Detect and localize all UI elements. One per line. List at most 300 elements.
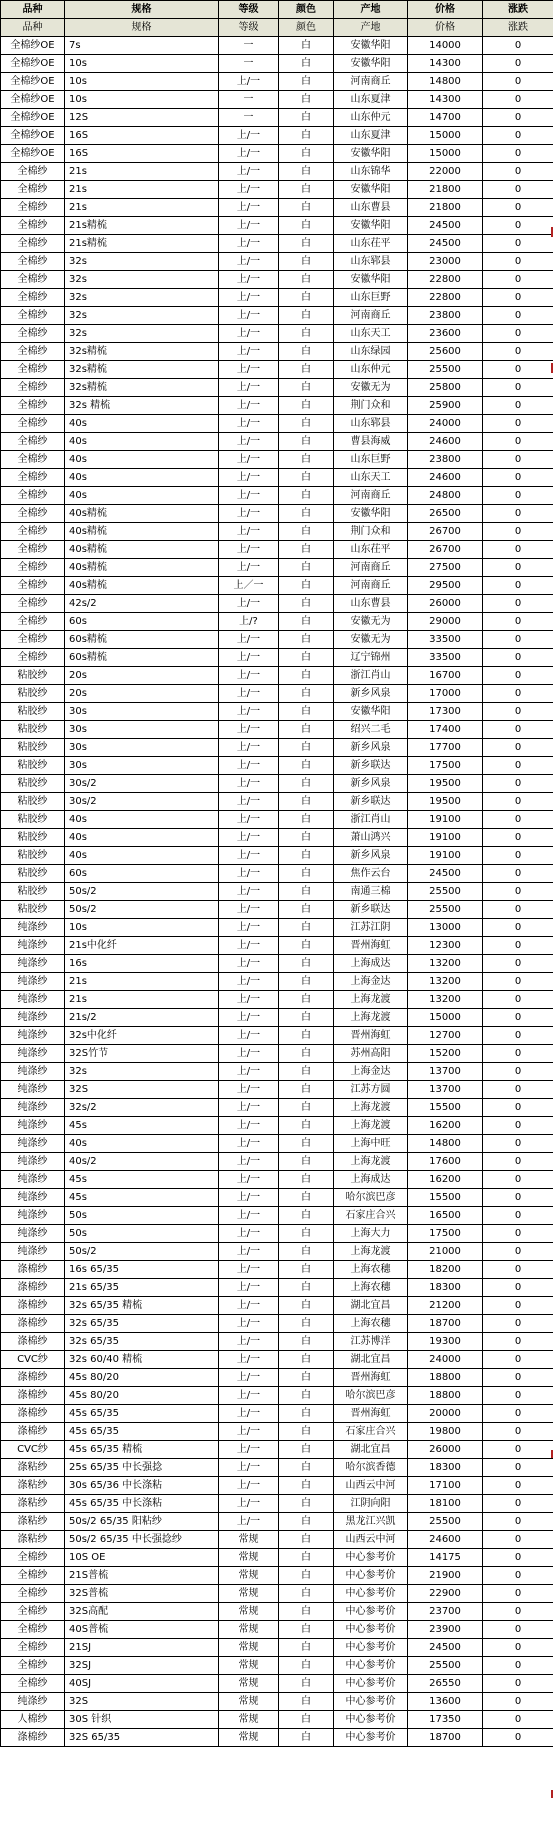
cell-change: 0 — [483, 1027, 553, 1045]
table-row — [1, 1567, 553, 1585]
table-row — [1, 289, 553, 307]
cell-grade: 上/一 — [219, 1117, 279, 1135]
cell-origin: 安徽华阳 — [334, 37, 408, 55]
cell-spec: 25s 65/35 中长强捻 — [65, 1459, 219, 1477]
cell-variety: 粘胶纱 — [1, 883, 65, 901]
cell-spec: 10s — [65, 919, 219, 937]
subheader-variety: 品种 — [1, 19, 65, 37]
cell-spec: 10s — [65, 91, 219, 109]
cell-color: 白 — [279, 1567, 334, 1585]
cell-change: 0 — [483, 955, 553, 973]
table-row — [1, 253, 553, 271]
cell-spec: 40s — [65, 829, 219, 847]
table-row — [1, 1711, 553, 1729]
cell-grade: 上/一 — [219, 307, 279, 325]
cell-change: 0 — [483, 1495, 553, 1513]
table-row — [1, 1477, 553, 1495]
cell-change: 0 — [483, 1405, 553, 1423]
table-row — [1, 703, 553, 721]
cell-variety: 粘胶纱 — [1, 775, 65, 793]
table-row — [1, 73, 553, 91]
cell-spec: 32s 精梳 — [65, 397, 219, 415]
cell-origin: 山东巨野 — [334, 451, 408, 469]
table-row — [1, 235, 553, 253]
cell-change: 0 — [483, 1423, 553, 1441]
cell-price: 15000 — [408, 127, 483, 145]
cell-price: 14800 — [408, 1135, 483, 1153]
table-row — [1, 1441, 553, 1459]
header-color: 颜色 — [279, 1, 334, 19]
cell-price: 19100 — [408, 811, 483, 829]
cell-variety: 粘胶纱 — [1, 703, 65, 721]
cell-spec: 40SJ — [65, 1675, 219, 1693]
cell-price: 19800 — [408, 1423, 483, 1441]
cell-origin: 安徽华阳 — [334, 181, 408, 199]
cell-color: 白 — [279, 1729, 334, 1747]
subheader-change: 涨跌 — [483, 19, 553, 37]
cell-change: 0 — [483, 109, 553, 127]
table-row — [1, 1171, 553, 1189]
table-row — [1, 1261, 553, 1279]
cell-change: 0 — [483, 91, 553, 109]
cell-grade: 上/一 — [219, 1243, 279, 1261]
cell-origin: 中心参考价 — [334, 1603, 408, 1621]
cell-grade: 上/一 — [219, 1171, 279, 1189]
cell-change: 0 — [483, 1675, 553, 1693]
cell-variety: 纯涤纱 — [1, 1063, 65, 1081]
cell-origin: 山东夏津 — [334, 127, 408, 145]
cell-grade: 上/一 — [219, 1423, 279, 1441]
cell-grade: 上／一 — [219, 577, 279, 595]
cell-spec: 30s — [65, 721, 219, 739]
cell-change: 0 — [483, 703, 553, 721]
cell-spec: 16s — [65, 955, 219, 973]
cell-color: 白 — [279, 73, 334, 91]
cell-spec: 50s/2 65/35 中长强捻纱 — [65, 1531, 219, 1549]
cell-spec: 16S — [65, 145, 219, 163]
cell-origin: 湖北宜昌 — [334, 1351, 408, 1369]
cell-change: 0 — [483, 361, 553, 379]
table-row — [1, 451, 553, 469]
cell-variety: 纯涤纱 — [1, 973, 65, 991]
cell-change: 0 — [483, 811, 553, 829]
table-row — [1, 1513, 553, 1531]
cell-variety: 纯涤纱 — [1, 1045, 65, 1063]
table-row — [1, 667, 553, 685]
cell-price: 24600 — [408, 433, 483, 451]
table-row — [1, 937, 553, 955]
cell-price: 26000 — [408, 595, 483, 613]
cell-variety: 涤棉纱 — [1, 1423, 65, 1441]
cell-change: 0 — [483, 1045, 553, 1063]
cell-variety: 全棉纱 — [1, 559, 65, 577]
table-row — [1, 91, 553, 109]
cell-color: 白 — [279, 1405, 334, 1423]
cell-grade: 常规 — [219, 1585, 279, 1603]
cell-spec: 45s 80/20 — [65, 1369, 219, 1387]
cell-spec: 50s/2 — [65, 883, 219, 901]
cell-origin: 河南商丘 — [334, 307, 408, 325]
cell-variety: 纯涤纱 — [1, 1117, 65, 1135]
cell-spec: 40s精梳 — [65, 577, 219, 595]
cell-grade: 上/一 — [219, 451, 279, 469]
cell-color: 白 — [279, 793, 334, 811]
cell-change: 0 — [483, 1081, 553, 1099]
cell-variety: 全棉纱 — [1, 163, 65, 181]
cell-price: 18300 — [408, 1279, 483, 1297]
cell-variety: 全棉纱 — [1, 1639, 65, 1657]
cell-grade: 上/一 — [219, 361, 279, 379]
cell-change: 0 — [483, 343, 553, 361]
cell-grade: 常规 — [219, 1693, 279, 1711]
table-row — [1, 505, 553, 523]
cell-origin: 安徽无为 — [334, 379, 408, 397]
cell-spec: 30s/2 — [65, 775, 219, 793]
cell-spec: 50s — [65, 1207, 219, 1225]
cell-origin: 晋州海虹 — [334, 1027, 408, 1045]
table-row — [1, 1063, 553, 1081]
table-row — [1, 1603, 553, 1621]
cell-color: 白 — [279, 667, 334, 685]
cell-variety: 全棉纱OE — [1, 91, 65, 109]
cell-spec: 45s 65/35 — [65, 1405, 219, 1423]
table-row — [1, 757, 553, 775]
cell-color: 白 — [279, 1459, 334, 1477]
cell-color: 白 — [279, 127, 334, 145]
cell-variety: 纯涤纱 — [1, 1081, 65, 1099]
table-row — [1, 199, 553, 217]
cell-variety: 涤棉纱 — [1, 1315, 65, 1333]
cell-price: 16200 — [408, 1171, 483, 1189]
cell-color: 白 — [279, 307, 334, 325]
cell-change: 0 — [483, 1693, 553, 1711]
cell-grade: 上/一 — [219, 325, 279, 343]
cell-variety: 粘胶纱 — [1, 685, 65, 703]
cell-spec: 40s — [65, 847, 219, 865]
cell-grade: 上/一 — [219, 793, 279, 811]
cell-origin: 新乡风泉 — [334, 775, 408, 793]
cell-grade: 上/一 — [219, 973, 279, 991]
table-row — [1, 1675, 553, 1693]
table-row — [1, 739, 553, 757]
cell-price: 25500 — [408, 883, 483, 901]
cell-price: 18700 — [408, 1315, 483, 1333]
cell-change: 0 — [483, 451, 553, 469]
cell-spec: 32s — [65, 253, 219, 271]
cell-origin: 山东天工 — [334, 325, 408, 343]
cell-origin: 荆门众和 — [334, 397, 408, 415]
cell-color: 白 — [279, 1045, 334, 1063]
cell-price: 26500 — [408, 505, 483, 523]
cell-color: 白 — [279, 1513, 334, 1531]
cell-origin: 中心参考价 — [334, 1585, 408, 1603]
cell-variety: 全棉纱 — [1, 289, 65, 307]
cell-color: 白 — [279, 919, 334, 937]
cell-color: 白 — [279, 1549, 334, 1567]
cell-price: 13200 — [408, 991, 483, 1009]
cell-grade: 上/一 — [219, 1405, 279, 1423]
cell-price: 17300 — [408, 703, 483, 721]
cell-spec: 45s 65/35 中长涤粘 — [65, 1495, 219, 1513]
cell-price: 14300 — [408, 91, 483, 109]
cell-price: 24500 — [408, 235, 483, 253]
cell-origin: 萧山鸿兴 — [334, 829, 408, 847]
cell-origin: 山东郓县 — [334, 253, 408, 271]
table-row — [1, 1531, 553, 1549]
cell-spec: 42s/2 — [65, 595, 219, 613]
table-row — [1, 1423, 553, 1441]
cell-origin: 石家庄合兴 — [334, 1423, 408, 1441]
cell-origin: 上海龙渡 — [334, 1099, 408, 1117]
cell-origin: 上海成达 — [334, 955, 408, 973]
cell-origin: 晋州海虹 — [334, 1405, 408, 1423]
cell-origin: 上海金达 — [334, 1063, 408, 1081]
cell-variety: 全棉纱OE — [1, 73, 65, 91]
cell-origin: 哈尔滨巴彦 — [334, 1189, 408, 1207]
cell-spec: 32s — [65, 325, 219, 343]
cell-change: 0 — [483, 433, 553, 451]
cell-change: 0 — [483, 217, 553, 235]
cell-change: 0 — [483, 505, 553, 523]
table-row — [1, 1207, 553, 1225]
cell-spec: 12S — [65, 109, 219, 127]
cell-grade: 上/一 — [219, 937, 279, 955]
table-row — [1, 361, 553, 379]
cell-grade: 上/一 — [219, 667, 279, 685]
cell-price: 13200 — [408, 973, 483, 991]
cell-grade: 上/一 — [219, 1009, 279, 1027]
cell-variety: 涤粘纱 — [1, 1495, 65, 1513]
cell-price: 16500 — [408, 1207, 483, 1225]
cell-variety: 涤棉纱 — [1, 1387, 65, 1405]
cell-price: 14000 — [408, 37, 483, 55]
cell-change: 0 — [483, 793, 553, 811]
cell-variety: 纯涤纱 — [1, 1207, 65, 1225]
cell-variety: 全棉纱 — [1, 649, 65, 667]
cell-change: 0 — [483, 1207, 553, 1225]
cell-variety: 全棉纱 — [1, 271, 65, 289]
cell-origin: 荆门众和 — [334, 523, 408, 541]
table-row — [1, 415, 553, 433]
table-row — [1, 1639, 553, 1657]
cell-color: 白 — [279, 811, 334, 829]
cell-color: 白 — [279, 1495, 334, 1513]
cell-change: 0 — [483, 1459, 553, 1477]
cell-spec: 40s — [65, 451, 219, 469]
cell-grade: 上/一 — [219, 649, 279, 667]
cell-change: 0 — [483, 235, 553, 253]
cell-grade: 常规 — [219, 1549, 279, 1567]
cell-grade: 常规 — [219, 1711, 279, 1729]
cell-color: 白 — [279, 685, 334, 703]
cell-color: 白 — [279, 739, 334, 757]
table-row — [1, 829, 553, 847]
cell-color: 白 — [279, 55, 334, 73]
cell-grade: 常规 — [219, 1531, 279, 1549]
cell-color: 白 — [279, 1441, 334, 1459]
cell-origin: 焦作云台 — [334, 865, 408, 883]
cell-price: 18800 — [408, 1387, 483, 1405]
cell-change: 0 — [483, 1585, 553, 1603]
cell-color: 白 — [279, 415, 334, 433]
cell-change: 0 — [483, 1567, 553, 1585]
cell-spec: 40s — [65, 433, 219, 451]
cell-price: 15200 — [408, 1045, 483, 1063]
cell-grade: 上/一 — [219, 1351, 279, 1369]
cell-origin: 安徽华阳 — [334, 145, 408, 163]
cell-change: 0 — [483, 883, 553, 901]
cell-spec: 21s — [65, 973, 219, 991]
cell-color: 白 — [279, 1585, 334, 1603]
table-row — [1, 1657, 553, 1675]
cell-color: 白 — [279, 721, 334, 739]
cell-change: 0 — [483, 1189, 553, 1207]
cell-change: 0 — [483, 901, 553, 919]
cell-variety: 全棉纱 — [1, 253, 65, 271]
cell-color: 白 — [279, 991, 334, 1009]
cell-variety: 全棉纱 — [1, 469, 65, 487]
cell-change: 0 — [483, 847, 553, 865]
cell-change: 0 — [483, 163, 553, 181]
subheader-origin: 产地 — [334, 19, 408, 37]
cell-grade: 上/一 — [219, 775, 279, 793]
table-row — [1, 1585, 553, 1603]
cell-variety: 全棉纱 — [1, 433, 65, 451]
cell-price: 24600 — [408, 469, 483, 487]
table-row — [1, 955, 553, 973]
cell-grade: 上/一 — [219, 1099, 279, 1117]
cell-grade: 上/一 — [219, 1495, 279, 1513]
cell-price: 26700 — [408, 541, 483, 559]
cell-price: 24500 — [408, 217, 483, 235]
cell-price: 15000 — [408, 1009, 483, 1027]
cell-grade: 上/一 — [219, 541, 279, 559]
cell-price: 21000 — [408, 1243, 483, 1261]
cell-spec: 32s/2 — [65, 1099, 219, 1117]
cell-change: 0 — [483, 289, 553, 307]
cell-spec: 21S普梳 — [65, 1567, 219, 1585]
cell-origin: 晋州海虹 — [334, 1369, 408, 1387]
cell-grade: 上/一 — [219, 847, 279, 865]
cell-color: 白 — [279, 1423, 334, 1441]
cell-color: 白 — [279, 1639, 334, 1657]
cell-origin: 上海龙渡 — [334, 991, 408, 1009]
cell-variety: 粘胶纱 — [1, 793, 65, 811]
header-origin: 产地 — [334, 1, 408, 19]
cell-color: 白 — [279, 361, 334, 379]
cell-grade: 上/一 — [219, 757, 279, 775]
cell-color: 白 — [279, 1315, 334, 1333]
cell-change: 0 — [483, 1261, 553, 1279]
header-spec: 规格 — [65, 1, 219, 19]
cell-spec: 32s — [65, 307, 219, 325]
table-row — [1, 649, 553, 667]
cell-variety: 全棉纱 — [1, 631, 65, 649]
cell-price: 24600 — [408, 1531, 483, 1549]
cell-change: 0 — [483, 1711, 553, 1729]
cell-grade: 上/一 — [219, 1387, 279, 1405]
cell-origin: 山东仲元 — [334, 109, 408, 127]
cell-variety: 全棉纱 — [1, 505, 65, 523]
cell-price: 17100 — [408, 1477, 483, 1495]
cell-origin: 山东巨野 — [334, 289, 408, 307]
cell-grade: 上/一 — [219, 883, 279, 901]
cell-change: 0 — [483, 181, 553, 199]
cell-variety: 全棉纱 — [1, 307, 65, 325]
cell-variety: 粘胶纱 — [1, 901, 65, 919]
cell-spec: 50s/2 — [65, 1243, 219, 1261]
cell-price: 21800 — [408, 181, 483, 199]
cell-variety: 粘胶纱 — [1, 721, 65, 739]
cell-spec: 40s — [65, 469, 219, 487]
cell-variety: 全棉纱OE — [1, 127, 65, 145]
cell-origin: 曹县海威 — [334, 433, 408, 451]
cell-spec: 32S — [65, 1693, 219, 1711]
cell-color: 白 — [279, 865, 334, 883]
cell-color: 白 — [279, 1153, 334, 1171]
cell-color: 白 — [279, 163, 334, 181]
cell-variety: 全棉纱 — [1, 181, 65, 199]
cell-grade: 上/一 — [219, 415, 279, 433]
cell-variety: 纯涤纱 — [1, 1153, 65, 1171]
cell-grade: 上/一 — [219, 739, 279, 757]
table-row — [1, 559, 553, 577]
cell-spec: 32S高配 — [65, 1603, 219, 1621]
cell-grade: 常规 — [219, 1639, 279, 1657]
cell-color: 白 — [279, 217, 334, 235]
cell-change: 0 — [483, 1333, 553, 1351]
cell-variety: 纯涤纱 — [1, 1243, 65, 1261]
cell-price: 29000 — [408, 613, 483, 631]
cell-color: 白 — [279, 703, 334, 721]
cell-color: 白 — [279, 397, 334, 415]
header-row — [1, 1, 553, 19]
cell-price: 29500 — [408, 577, 483, 595]
cell-spec: 32S普梳 — [65, 1585, 219, 1603]
table-row — [1, 1225, 553, 1243]
cell-color: 白 — [279, 451, 334, 469]
cell-origin: 苏州高阳 — [334, 1045, 408, 1063]
table-row — [1, 1459, 553, 1477]
cell-spec: 32S — [65, 1081, 219, 1099]
cell-grade: 常规 — [219, 1567, 279, 1585]
cell-variety: 全棉纱 — [1, 487, 65, 505]
cell-change: 0 — [483, 757, 553, 775]
cell-color: 白 — [279, 181, 334, 199]
table-body — [1, 37, 553, 1747]
table-row — [1, 523, 553, 541]
cell-change: 0 — [483, 595, 553, 613]
cell-spec: 45s — [65, 1189, 219, 1207]
cell-price: 27500 — [408, 559, 483, 577]
cell-price: 21200 — [408, 1297, 483, 1315]
cell-spec: 21SJ — [65, 1639, 219, 1657]
cell-variety: 全棉纱 — [1, 1567, 65, 1585]
cell-spec: 40s — [65, 811, 219, 829]
cell-origin: 中心参考价 — [334, 1693, 408, 1711]
cell-origin: 山东锦华 — [334, 163, 408, 181]
cell-spec: 32s — [65, 289, 219, 307]
cell-grade: 上/一 — [219, 397, 279, 415]
cell-change: 0 — [483, 1117, 553, 1135]
cell-price: 17700 — [408, 739, 483, 757]
cell-spec: 32s精梳 — [65, 361, 219, 379]
cell-change: 0 — [483, 487, 553, 505]
cell-change: 0 — [483, 145, 553, 163]
cell-grade: 常规 — [219, 1657, 279, 1675]
cell-change: 0 — [483, 1369, 553, 1387]
cell-change: 0 — [483, 1441, 553, 1459]
